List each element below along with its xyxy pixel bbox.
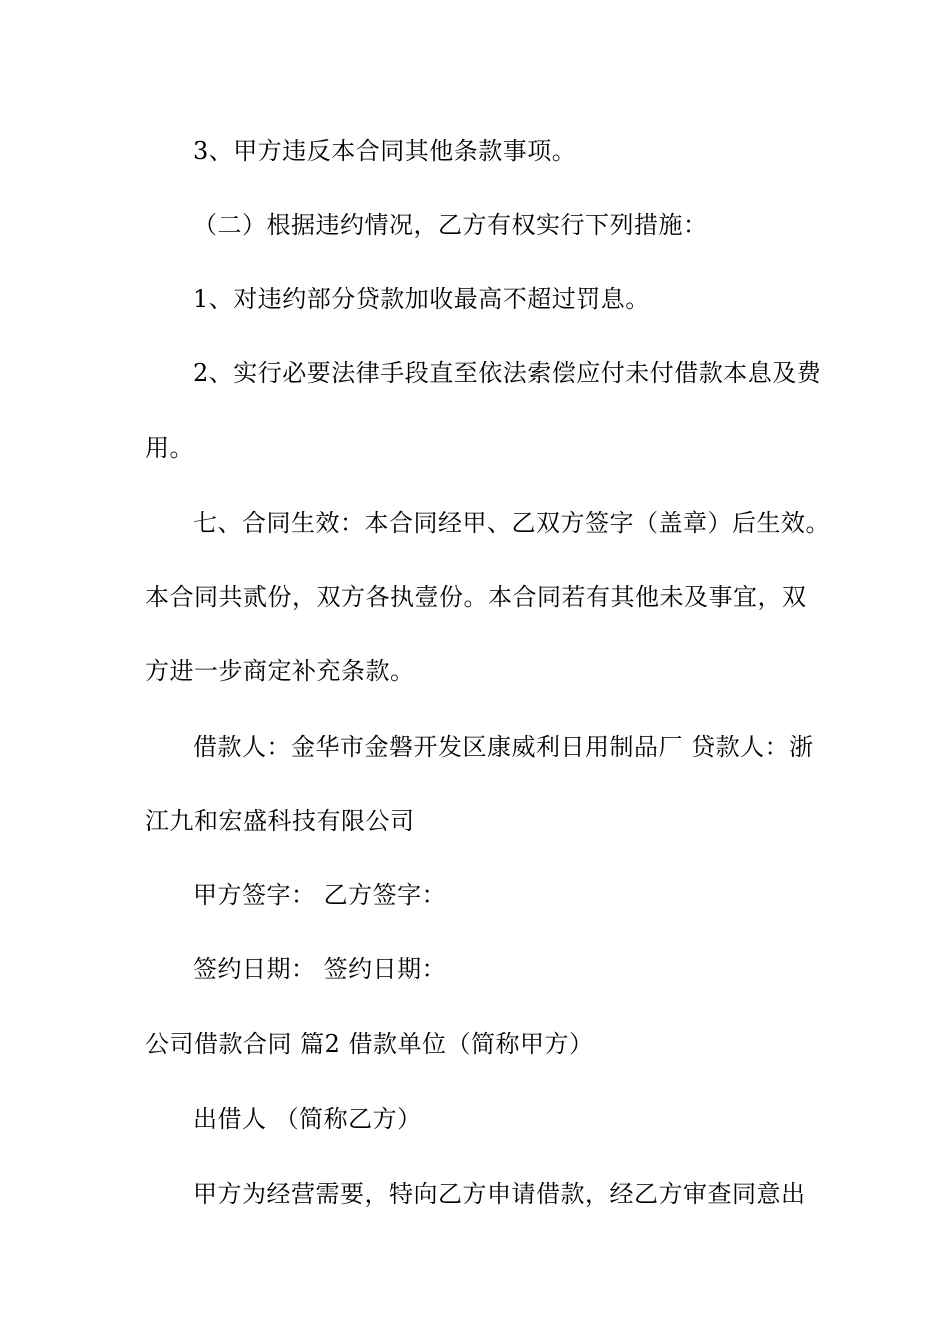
text-line: 3、甲方违反本合同其他条款事项。	[193, 137, 577, 165]
text-line: 七、合同生效：本合同经甲、乙双方签字（盖章）后生效。	[193, 509, 830, 537]
text-line: 签约日期： 签约日期：	[193, 955, 447, 983]
section-heading: 公司借款合同 篇2 借款单位（简称甲方）	[145, 1030, 594, 1058]
text-line: 江九和宏盛科技有限公司	[145, 807, 415, 835]
text-line: 本合同共贰份，双方各执壹份。本合同若有其他未及事宜，双	[145, 583, 807, 611]
text-line: 1、对违约部分贷款加收最高不超过罚息。	[193, 285, 650, 313]
text-line: 甲方签字： 乙方签字：	[193, 881, 447, 909]
text-line: 2、实行必要法律手段直至依法索偿应付未付借款本息及费	[193, 359, 822, 387]
text-line: 甲方为经营需要，特向乙方申请借款，经乙方审查同意出	[193, 1180, 806, 1208]
text-line: 借款人：金华市金磐开发区康威利日用制品厂 贷款人：浙	[193, 733, 814, 761]
text-line: 用。	[145, 434, 194, 462]
text-line: （二）根据违约情况，乙方有权实行下列措施：	[193, 211, 708, 239]
text-line: 出借人 （简称乙方）	[193, 1105, 422, 1133]
text-line: 方进一步商定补充条款。	[145, 657, 415, 685]
